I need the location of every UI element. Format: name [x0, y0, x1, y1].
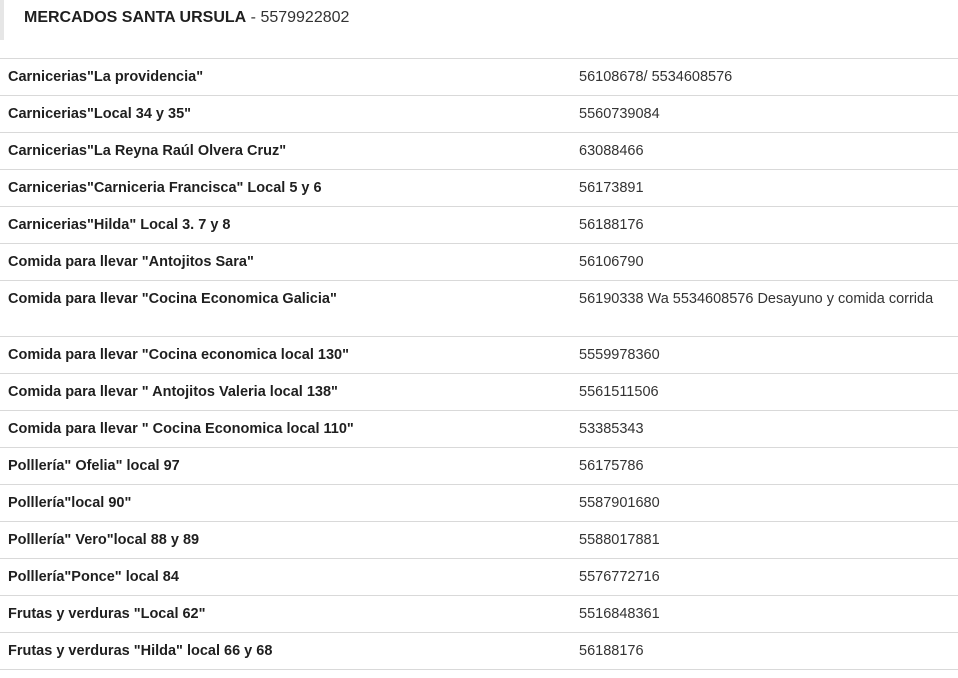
table-row: [0, 522, 958, 559]
vendor-phone: 5516848361: [579, 606, 660, 622]
vendor-phone: 56173891: [579, 180, 644, 196]
table-row: [0, 411, 958, 448]
title-separator: -: [246, 9, 261, 26]
table-row: [0, 96, 958, 133]
header-accent-bar: [0, 0, 4, 40]
vendor-name: Comida para llevar "Cocina Economica Galicia": [8, 291, 337, 307]
vendor-phone: 56190338 Wa 5534608576 Desayuno y comida corrida: [579, 291, 934, 307]
vendor-phone: 56188176: [579, 643, 644, 659]
table-row: [0, 596, 958, 633]
vendor-name: Polllería"local 90": [8, 495, 132, 511]
vendor-phone: 5559978360: [579, 347, 660, 363]
table-row: [0, 337, 958, 374]
table-row: [0, 633, 958, 670]
table-row: [0, 485, 958, 522]
vendor-phone: 5560739084: [579, 106, 660, 122]
vendor-name: Comida para llevar " Cocina Economica local 110": [8, 421, 354, 437]
vendor-phone: 56188176: [579, 217, 644, 233]
table-row: [0, 170, 958, 207]
vendor-name: Carnicerias"Carniceria Francisca" Local 5 y 6: [8, 180, 322, 196]
vendor-phone: 56106790: [579, 254, 644, 270]
vendor-name: Carnicerias"Local 34 y 35": [8, 106, 192, 122]
vendor-name: Polllería"Ponce" local 84: [8, 569, 179, 585]
vendor-phone: 5561511506: [579, 384, 659, 400]
vendor-name: Carnicerias"La Reyna Raúl Olvera Cruz": [8, 143, 287, 159]
table-row: [0, 207, 958, 244]
vendor-table: [0, 58, 958, 670]
market-phone: 5579922802: [260, 9, 350, 26]
vendor-phone: 53385343: [579, 421, 644, 437]
vendor-phone: 56175786: [579, 458, 644, 474]
table-row: [0, 448, 958, 485]
table-row: [0, 244, 958, 281]
vendor-phone: 63088466: [579, 143, 644, 159]
vendor-name: Comida para llevar " Antojitos Valeria local 138": [8, 384, 338, 400]
vendor-name: Polllería" Vero"local 88 y 89: [8, 532, 200, 548]
page-header: [0, 0, 958, 40]
market-title: MERCADOS SANTA URSULA: [24, 9, 247, 26]
table-row: [0, 281, 958, 337]
vendor-name: Frutas y verduras "Local 62": [8, 606, 206, 622]
vendor-phone: 56108678/ 5534608576: [579, 69, 733, 85]
vendor-name: Carnicerias"Hilda" Local 3. 7 y 8: [8, 217, 231, 233]
vendor-name: Carnicerias"La providencia": [8, 69, 204, 85]
vendor-phone: 5587901680: [579, 495, 660, 511]
table-row: [0, 374, 958, 411]
vendor-name: Frutas y verduras "Hilda" local 66 y 68: [8, 643, 273, 659]
vendor-name: Comida para llevar "Cocina economica local 130": [8, 347, 349, 363]
vendor-phone: 5588017881: [579, 532, 660, 548]
table-row: [0, 59, 958, 96]
table-row: [0, 559, 958, 596]
vendor-name: Polllería" Ofelia" local 97: [8, 458, 180, 474]
table-row: [0, 133, 958, 170]
vendor-phone: 5576772716: [579, 569, 660, 585]
vendor-name: Comida para llevar "Antojitos Sara": [8, 254, 254, 270]
